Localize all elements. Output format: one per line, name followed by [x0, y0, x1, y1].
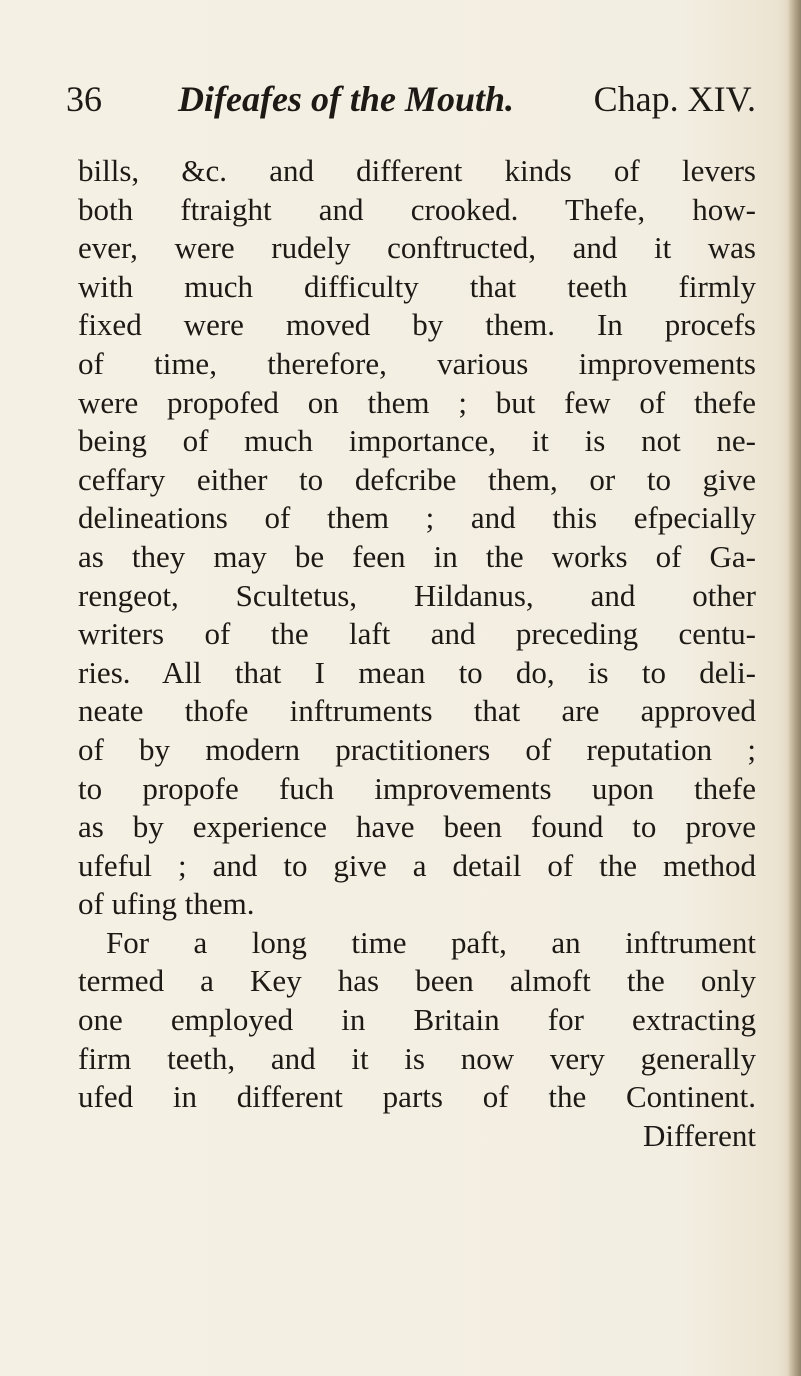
- catchword: Different: [642, 1117, 756, 1153]
- text-line: as by experience have been found to prove: [78, 809, 756, 845]
- text-line: as they may be feen in the works of Ga-: [78, 538, 756, 574]
- text-line: firm teeth, and it is now very generally: [78, 1040, 756, 1076]
- text-line: ufeful ; and to give a detail of the method: [78, 847, 756, 883]
- text-line: were propofed on them ; but few of thefe: [78, 384, 756, 420]
- text-line: termed a Key has been almoft the only: [78, 963, 756, 999]
- text-line: For a long time paft, an inftrument: [106, 924, 756, 960]
- running-header: [66, 78, 756, 138]
- text-line: ries. All that I mean to do, is to deli-: [78, 654, 756, 690]
- text-line: rengeot, Scultetus, Hildanus, and other: [78, 577, 756, 613]
- page-number: 36: [66, 79, 102, 119]
- page-edge: [787, 0, 801, 1376]
- body-text: [78, 152, 756, 1155]
- text-line: of by modern practitioners of reputation ;: [78, 731, 756, 767]
- running-title: Difeafes of the Mouth.: [178, 79, 514, 119]
- text-line: of ufing them.: [78, 886, 255, 922]
- chapter-label: Chap. XIV.: [593, 79, 756, 119]
- text-line: ufed in different parts of the Continent.: [78, 1079, 756, 1115]
- text-line: with much difficulty that teeth firmly: [78, 268, 756, 304]
- text-line: ever, were rudely conftructed, and it was: [78, 230, 756, 266]
- text-line: being of much importance, it is not ne-: [78, 423, 756, 459]
- text-line: neate thofe inftruments that are approved: [78, 693, 756, 729]
- text-line: delineations of them ; and this efpecially: [78, 500, 756, 536]
- text-line: writers of the laft and preceding centu-: [78, 616, 756, 652]
- text-line: ceffary either to defcribe them, or to give: [78, 461, 756, 497]
- text-line: to propofe fuch improvements upon thefe: [78, 770, 756, 806]
- text-line: bills, &c. and different kinds of levers: [78, 153, 756, 188]
- text-line: both ftraight and crooked. Thefe, how-: [78, 191, 756, 227]
- text-line: one employed in Britain for extracting: [78, 1002, 756, 1038]
- text-line: of time, therefore, various improvements: [78, 345, 756, 381]
- text-line: fixed were moved by them. In procefs: [78, 307, 756, 343]
